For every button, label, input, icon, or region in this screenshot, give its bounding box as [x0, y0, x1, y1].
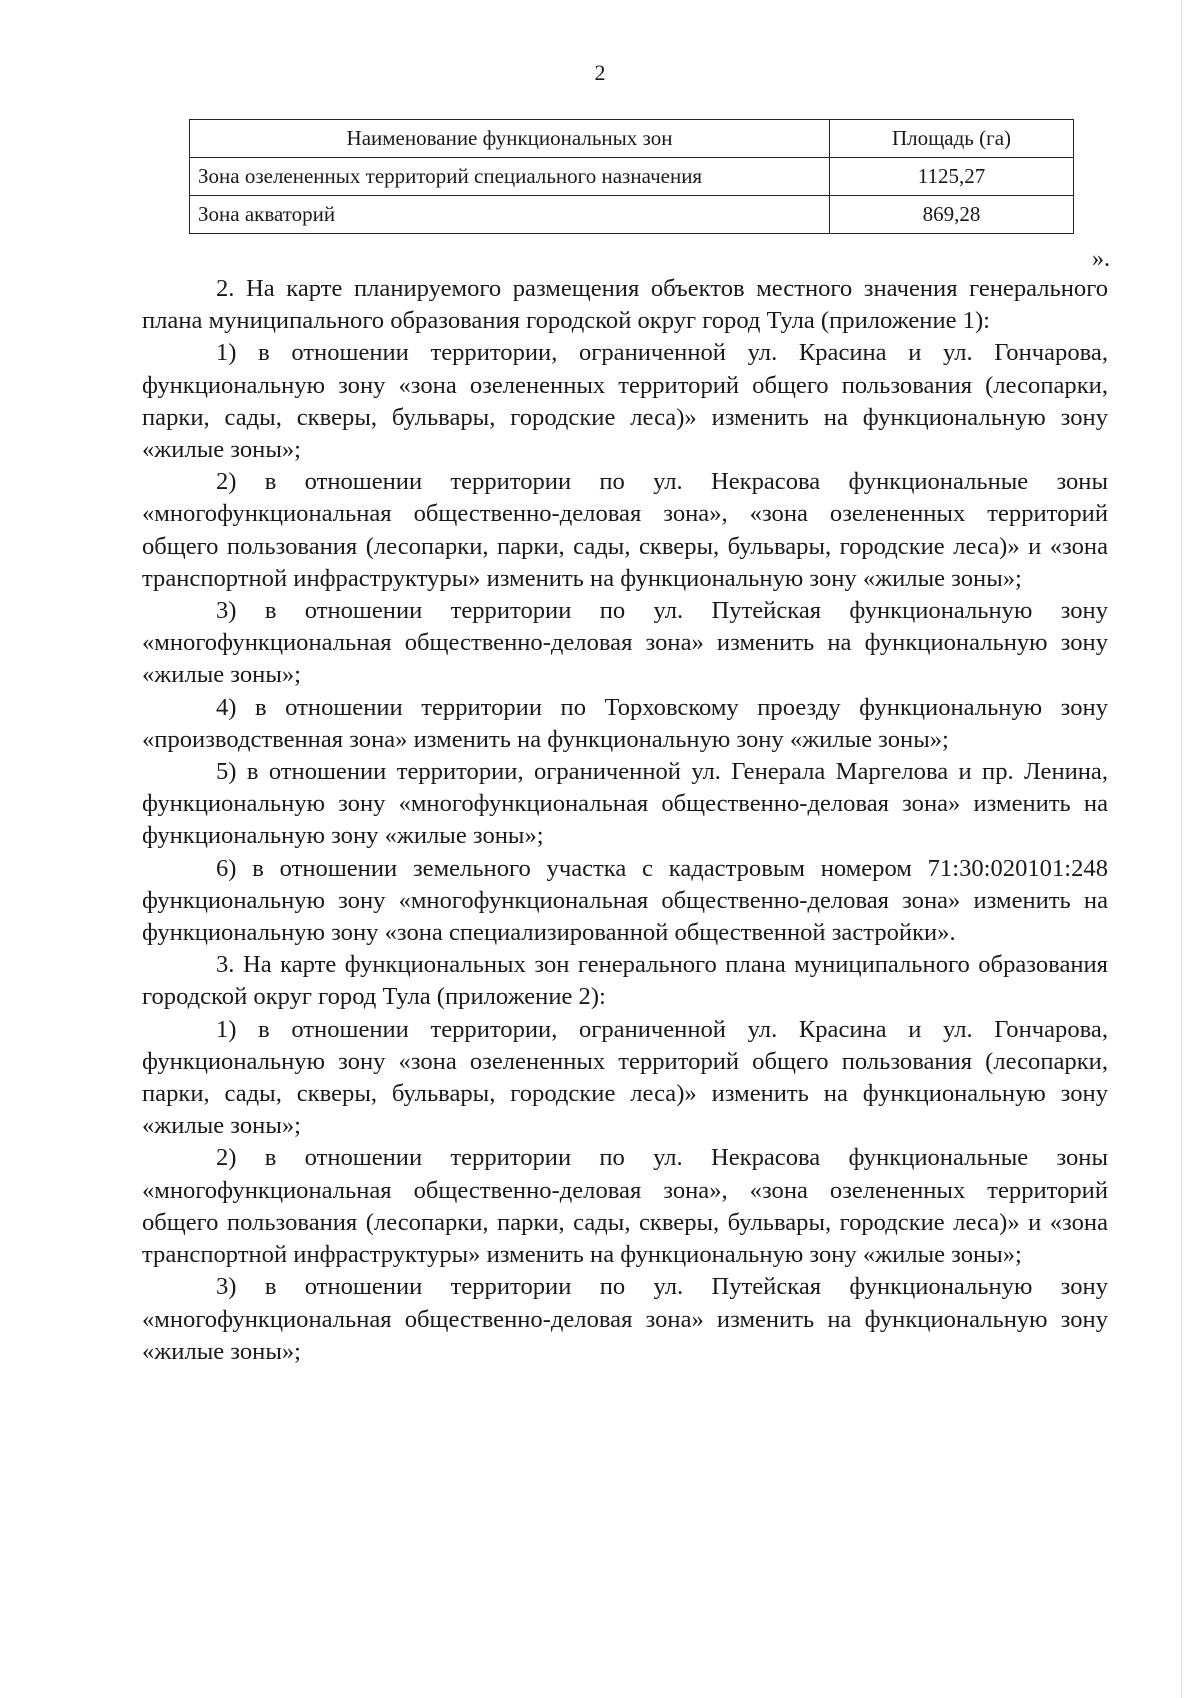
document-body	[142, 273, 1108, 1368]
paragraph-2-item-6: 6) в отношении земельного участка с кадастровым номером 71:30:020101:248 функциональную зону «многофункциональная общественно-деловая зона» изменить на функциональную зону «зона специализированной общественной застройки».	[142, 854, 1108, 947]
paragraph-2-item-3: 3) в отношении территории по ул. Путейская функциональную зону «многофункциональная общественно-деловая зона» изменить на функциональную зону «жилые зоны»;	[142, 597, 1108, 689]
paragraph-2-item-4: 4) в отношении территории по Торховскому проезду функциональную зону «производственная зона» изменить на функциональную зону «жилые зоны»;	[142, 693, 1108, 753]
paragraph-3-item-2: 2) в отношении территории по ул. Некрасова функциональные зоны «многофункциональная общественно-деловая зона», «зона озелененных территорий общего пользования (лесопарки, парки, сады, скверы, бульвары, городские леса)» и «зона транспортной инфраструктуры» изменить на функциональную зону «жилые зоны»;	[142, 1144, 1108, 1269]
paragraph-2-item-1: 1) в отношении территории, ограниченной ул. Красина и ул. Гончарова, функциональную зону «зона озелененных территорий общего пользования (лесопарки, парки, сады, скверы, бульвары, городские леса)» изменить на функциональную зону «жилые зоны»;	[142, 339, 1108, 464]
table-row	[190, 158, 1074, 196]
paragraph-2-item-2: 2) в отношении территории по ул. Некрасова функциональные зоны «многофункциональная общественно-деловая зона», «зона озелененных территорий общего пользования (лесопарки, парки, сады, скверы, бульвары, городские леса)» и «зона транспортной инфраструктуры» изменить на функциональную зону «жилые зоны»;	[142, 468, 1108, 592]
table-cell-area: 1125,27	[830, 158, 1074, 196]
paragraph-3-item-3: 3) в отношении территории по ул. Путейская функциональную зону «многофункциональная общественно-деловая зона» изменить на функциональную зону «жилые зоны»;	[142, 1273, 1108, 1365]
table-cell-area: 869,28	[830, 196, 1074, 234]
functional-zones-table	[189, 119, 1074, 234]
paragraph-3-intro: 3. На карте функциональных зон генерального плана муниципального образования городской округ город Тула (приложение 2):	[142, 951, 1108, 1011]
page-number: 2	[594, 60, 606, 85]
table-header-row	[190, 120, 1074, 158]
paragraph-2-intro: 2. На карте планируемого размещения объектов местного значения генерального плана муниципального образования городской округ город Тула (приложение 1):	[142, 275, 1108, 335]
paragraph-2-item-5: 5) в отношении территории, ограниченной ул. Генерала Маргелова и пр. Ленина, функциональную зону «многофункциональная общественно-деловая зона» изменить на функциональную зону «жилые зоны»;	[142, 758, 1108, 850]
table-header-area: Площадь (га)	[830, 120, 1074, 158]
table-row	[190, 196, 1074, 234]
table-header-zone-name: Наименование функциональных зон	[190, 120, 830, 158]
table-cell-zone-name: Зона акваторий	[190, 196, 830, 234]
page-edge-line	[1181, 0, 1182, 1698]
table-cell-zone-name: Зона озелененных территорий специального назначения	[190, 158, 830, 196]
paragraph-3-item-1: 1) в отношении территории, ограниченной ул. Красина и ул. Гончарова, функциональную зону «зона озелененных территорий общего пользования (лесопарки, парки, сады, скверы, бульвары, городские леса)» изменить на функциональную зону «жилые зоны»;	[142, 1015, 1108, 1140]
closing-quote: ».	[1092, 246, 1110, 272]
